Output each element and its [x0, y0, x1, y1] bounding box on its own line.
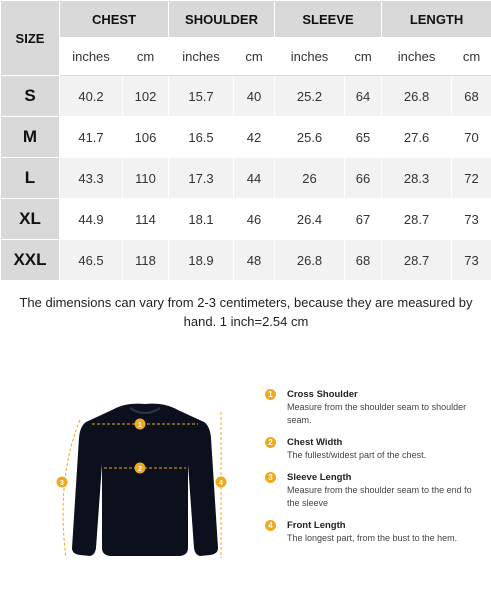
- chest-header: CHEST: [60, 1, 169, 38]
- table-cell: 41.7: [60, 117, 123, 158]
- size-label: XL: [1, 199, 60, 240]
- table-cell: 28.7: [382, 240, 452, 281]
- table-row-xl: [1, 199, 491, 240]
- legend-item: [265, 436, 485, 462]
- table-cell: 40.2: [60, 76, 123, 117]
- table-cell: 15.7: [169, 76, 234, 117]
- marker-label-3: 3: [60, 480, 64, 487]
- legend-item: [265, 388, 485, 427]
- unit-header: cm: [345, 38, 382, 76]
- legend-title: Sleeve Length: [287, 472, 352, 483]
- table-cell: 28.3: [382, 158, 452, 199]
- legend-number-badge: 4: [265, 520, 276, 531]
- legend-description: The fullest/widest part of the chest.: [287, 450, 427, 460]
- unit-header: inches: [169, 38, 234, 76]
- table-cell: 44: [234, 158, 275, 199]
- table-cell: 70: [452, 117, 491, 158]
- table-cell: 25.6: [275, 117, 345, 158]
- sweater-silhouette: [72, 404, 218, 556]
- table-cell: 110: [123, 158, 169, 199]
- unit-header: cm: [123, 38, 169, 76]
- table-cell: 26: [275, 158, 345, 199]
- measurement-note: The dimensions can vary from 2-3 centimeters, because they are measured by hand. 1 inch=2.54 cm: [19, 295, 473, 329]
- table-cell: 27.6: [382, 117, 452, 158]
- size-label: XXL: [1, 240, 60, 281]
- table-cell: 106: [123, 117, 169, 158]
- table-cell: 72: [452, 158, 491, 199]
- table-cell: 16.5: [169, 117, 234, 158]
- table-cell: 26.4: [275, 199, 345, 240]
- unit-header: cm: [234, 38, 275, 76]
- legend-title: Chest Width: [287, 437, 343, 448]
- table-row-s: [1, 76, 491, 117]
- legend-item: [265, 519, 485, 545]
- unit-header: inches: [60, 38, 123, 76]
- size-chart-table: [0, 0, 491, 281]
- table-cell: 26.8: [275, 240, 345, 281]
- unit-header: cm: [452, 38, 491, 76]
- table-cell: 73: [452, 199, 491, 240]
- table-cell: 40: [234, 76, 275, 117]
- table-cell: 118: [123, 240, 169, 281]
- unit-header: inches: [275, 38, 345, 76]
- legend-number-badge: 1: [265, 389, 276, 400]
- length-header: LENGTH: [382, 1, 491, 38]
- unit-header: inches: [382, 38, 452, 76]
- table-row-l: [1, 158, 491, 199]
- table-cell: 65: [345, 117, 382, 158]
- table-cell: 68: [452, 76, 491, 117]
- table-row-xxl: [1, 240, 491, 281]
- table-cell: 73: [452, 240, 491, 281]
- size-header: SIZE: [1, 1, 60, 76]
- table-cell: 46: [234, 199, 275, 240]
- shoulder-header: SHOULDER: [169, 1, 275, 38]
- size-label: S: [1, 76, 60, 117]
- table-cell: 64: [345, 76, 382, 117]
- legend-description: Measure from the shoulder seam to shoulder seam.: [287, 402, 467, 425]
- sleeve-header: SLEEVE: [275, 1, 382, 38]
- table-cell: 17.3: [169, 158, 234, 199]
- legend-number-badge: 3: [265, 472, 276, 483]
- table-cell: 114: [123, 199, 169, 240]
- table-cell: 67: [345, 199, 382, 240]
- table-cell: 68: [345, 240, 382, 281]
- measurement-legend: [265, 388, 485, 554]
- legend-item: [265, 471, 485, 510]
- table-cell: 44.9: [60, 199, 123, 240]
- table-cell: 26.8: [382, 76, 452, 117]
- sweater-measurement-diagram: [50, 398, 240, 568]
- table-row-m: [1, 117, 491, 158]
- marker-label-2: 2: [138, 466, 142, 473]
- table-cell: 66: [345, 158, 382, 199]
- table-cell: 25.2: [275, 76, 345, 117]
- table-cell: 28.7: [382, 199, 452, 240]
- marker-label-4: 4: [219, 480, 223, 487]
- table-cell: 18.9: [169, 240, 234, 281]
- legend-title: Cross Shoulder: [287, 389, 358, 400]
- table-cell: 46.5: [60, 240, 123, 281]
- table-cell: 102: [123, 76, 169, 117]
- legend-description: The longest part, from the bust to the hem.: [287, 533, 458, 543]
- marker-label-1: 1: [138, 422, 142, 429]
- table-cell: 18.1: [169, 199, 234, 240]
- legend-description: Measure from the shoulder seam to the end fo the sleeve: [287, 485, 472, 508]
- table-cell: 42: [234, 117, 275, 158]
- table-cell: 48: [234, 240, 275, 281]
- size-label: L: [1, 158, 60, 199]
- size-label: M: [1, 117, 60, 158]
- legend-title: Front Length: [287, 520, 346, 531]
- table-cell: 43.3: [60, 158, 123, 199]
- legend-number-badge: 2: [265, 437, 276, 448]
